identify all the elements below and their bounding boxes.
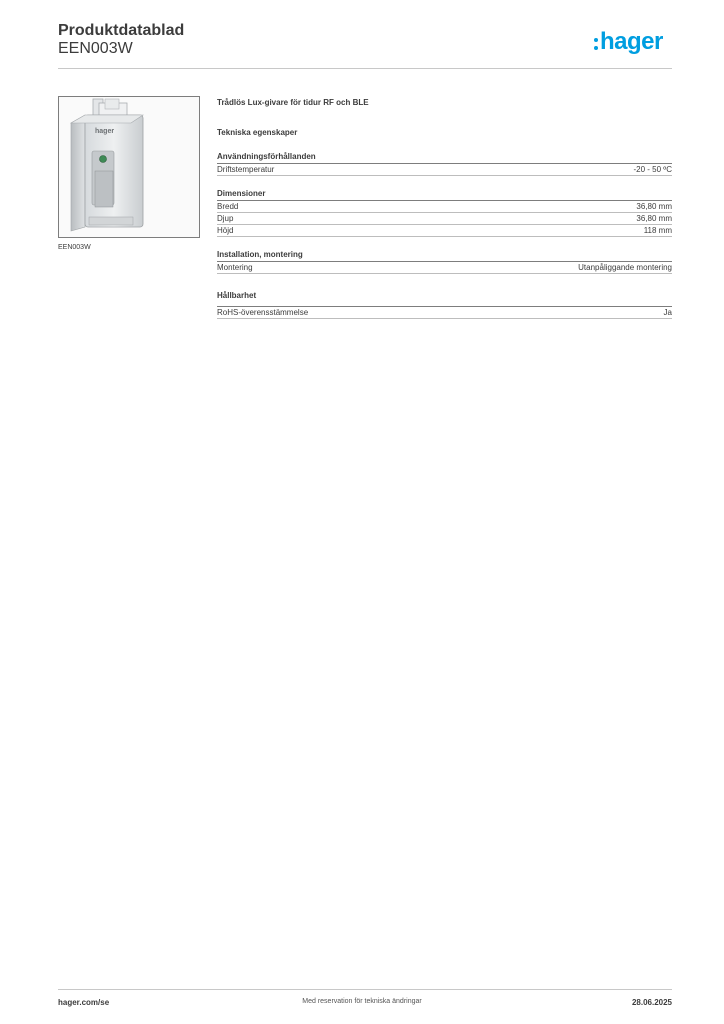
group-title: Användningsförhållanden	[217, 152, 316, 161]
spec-label: Höjd	[217, 226, 234, 235]
spec-label: Djup	[217, 214, 234, 223]
footer-website-link[interactable]: hager.com/se	[58, 998, 110, 1007]
group-title: Installation, montering	[217, 250, 303, 259]
spec-row	[217, 225, 672, 237]
spec-value: 36,80 mm	[636, 214, 672, 223]
product-image	[58, 96, 200, 238]
footer-divider	[58, 989, 672, 990]
spec-label: Bredd	[217, 202, 239, 211]
spec-row	[217, 213, 672, 225]
logo-text: hager	[600, 28, 663, 55]
spec-row	[217, 307, 672, 319]
product-title: Trådlös Lux-givare för tidur RF och BLE	[217, 98, 369, 107]
image-caption: EEN003W	[58, 244, 91, 251]
svg-text:hager: hager	[95, 128, 115, 135]
header-divider	[58, 68, 672, 69]
spec-label: Driftstemperatur	[217, 165, 275, 174]
footer-disclaimer: Med reservation för tekniska ändringar	[302, 998, 422, 1005]
group-title: Hållbarhet	[217, 291, 257, 300]
spec-group	[217, 151, 672, 176]
spec-value: -20 - 50 ºC	[633, 165, 672, 174]
page-title: Produktdatablad	[58, 22, 185, 39]
spec-value: 118 mm	[643, 226, 672, 235]
logo-dots-icon	[594, 38, 598, 50]
spec-row	[217, 201, 672, 213]
hager-logo	[594, 27, 663, 57]
footer-date: 28.06.2025	[631, 998, 672, 1007]
spec-group	[217, 249, 672, 274]
spec-content	[217, 96, 672, 319]
spec-row	[217, 164, 672, 176]
spec-label: Montering	[217, 263, 253, 272]
section-title: Tekniska egenskaper	[217, 128, 298, 137]
spec-group	[217, 290, 672, 319]
spec-group	[217, 188, 672, 237]
spec-value: Ja	[663, 308, 672, 317]
spec-value: Utanpåliggande montering	[578, 263, 672, 272]
sensor-device-icon	[59, 97, 199, 237]
spec-value: 36,80 mm	[636, 202, 672, 211]
product-code: EEN003W	[58, 40, 133, 57]
spec-label: RoHS-överensstämmelse	[217, 308, 309, 317]
group-title: Dimensioner	[217, 189, 266, 198]
spec-row	[217, 262, 672, 274]
